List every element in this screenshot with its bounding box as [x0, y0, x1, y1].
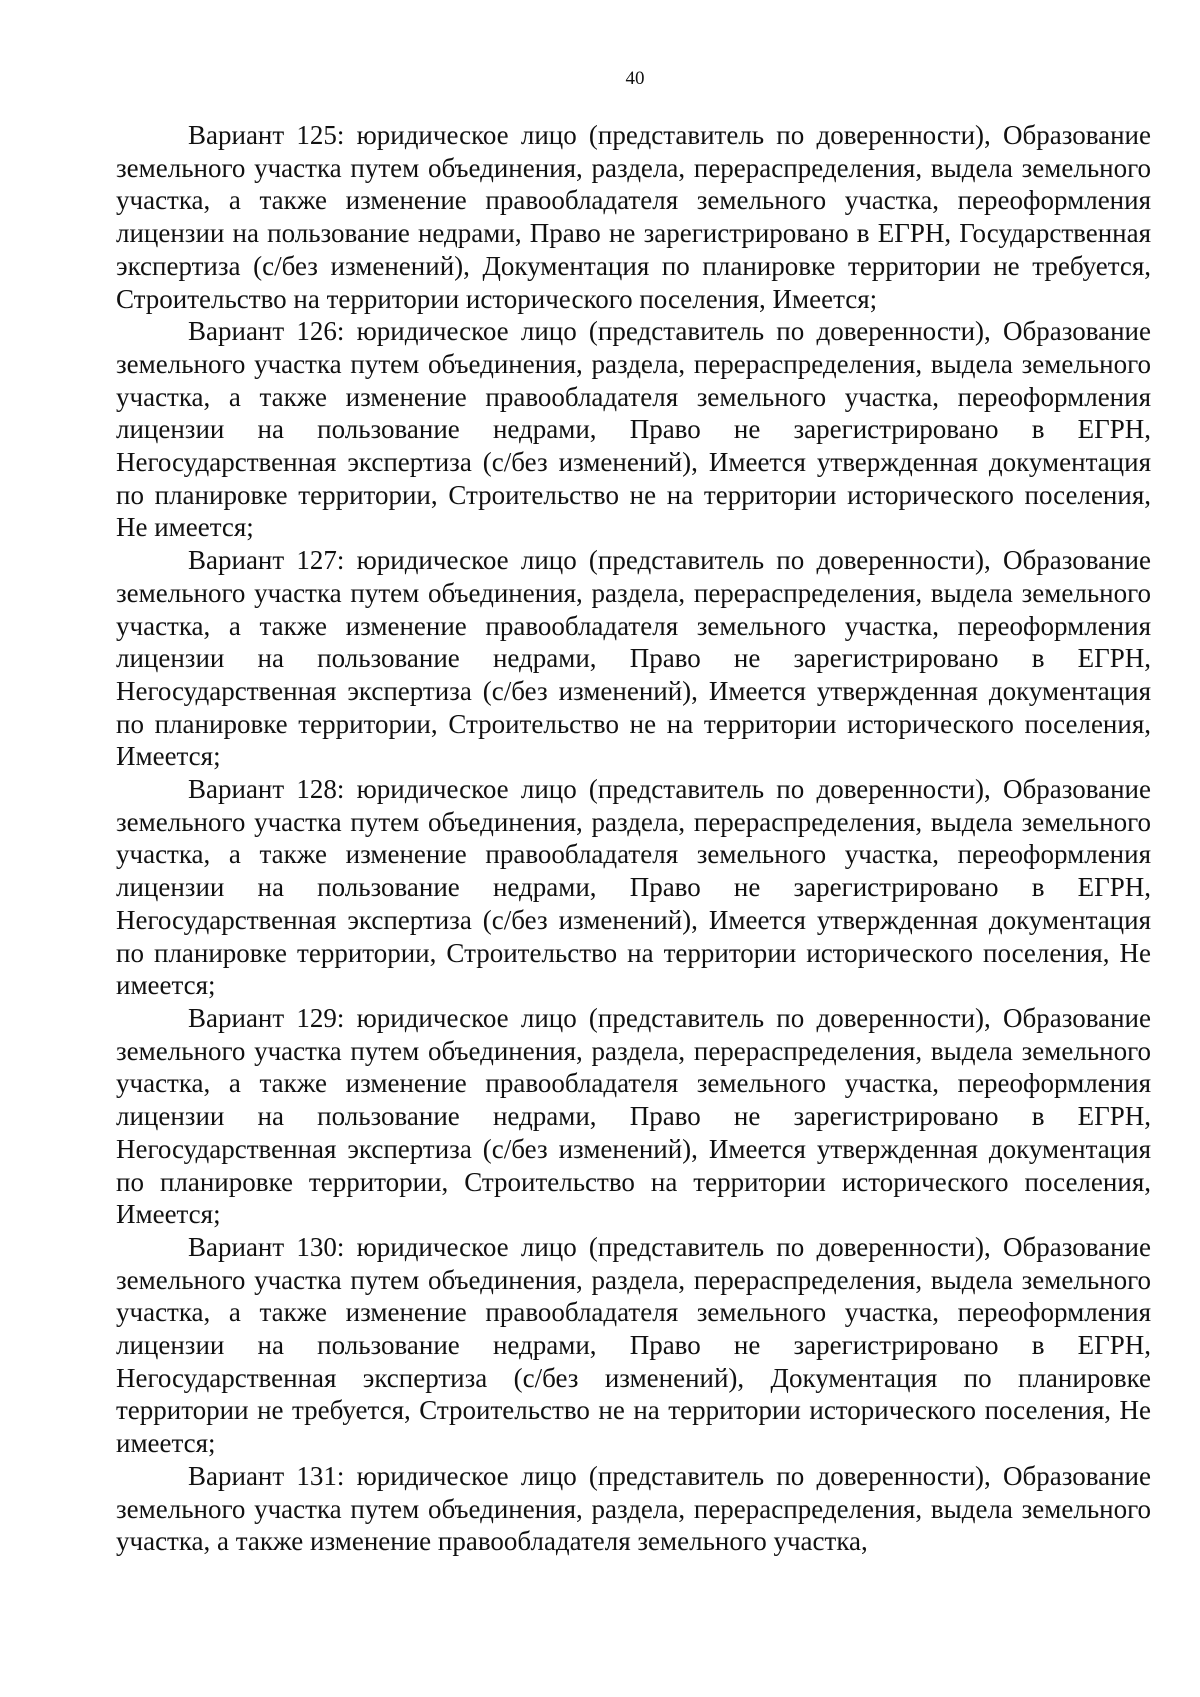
- document-body: [116, 119, 1151, 1558]
- paragraph-variant-126: Вариант 126: юридическое лицо (представитель по доверенности), Образование земельного участка путем объединения, раздела, перераспределения, выдела земельного участка, а также изменение правообладателя земельного участка, переоформления лицензии на пользование недрами, Право не зарегистрировано в ЕГРН, Негосударственная экспертиза (с/без изменений), Имеется утвержденная документация по планировке территории, Строительство не на территории исторического поселения, Не имеется;: [116, 316, 1151, 543]
- page-number: 40: [625, 68, 645, 89]
- paragraph-variant-131: Вариант 131: юридическое лицо (представитель по доверенности), Образование земельного участка путем объединения, раздела, перераспределения, выдела земельного участка, а также изменение правообладателя земельного участка,: [116, 1460, 1151, 1557]
- paragraph-variant-125: Вариант 125: юридическое лицо (представитель по доверенности), Образование земельного участка путем объединения, раздела, перераспределения, выдела земельного участка, а также изменение правообладателя земельного участка, переоформления лицензии на пользование недрами, Право не зарегистрировано в ЕГРН, Государственная экспертиза (с/без изменений), Документация по планировке территории не требуется, Строительство на территории исторического поселения, Имеется;: [116, 120, 1151, 314]
- paragraph-variant-129: Вариант 129: юридическое лицо (представитель по доверенности), Образование земельного участка путем объединения, раздела, перераспределения, выдела земельного участка, а также изменение правообладателя земельного участка, переоформления лицензии на пользование недрами, Право не зарегистрировано в ЕГРН, Негосударственная экспертиза (с/без изменений), Имеется утвержденная документация по планировке территории, Строительство на территории исторического поселения, Имеется;: [116, 1002, 1151, 1230]
- paragraph-variant-128: Вариант 128: юридическое лицо (представитель по доверенности), Образование земельного участка путем объединения, раздела, перераспределения, выдела земельного участка, а также изменение правообладателя земельного участка, переоформления лицензии на пользование недрами, Право не зарегистрировано в ЕГРН, Негосударственная экспертиза (с/без изменений), Имеется утвержденная документация по планировке территории, Строительство на территории исторического поселения, Не имеется;: [116, 774, 1151, 1001]
- paragraph-variant-127: Вариант 127: юридическое лицо (представитель по доверенности), Образование земельного участка путем объединения, раздела, перераспределения, выдела земельного участка, а также изменение правообладателя земельного участка, переоформления лицензии на пользование недрами, Право не зарегистрировано в ЕГРН, Негосударственная экспертиза (с/без изменений), Имеется утвержденная документация по планировке территории, Строительство не на территории исторического поселения, Имеется;: [116, 545, 1151, 772]
- paragraph-variant-130: Вариант 130: юридическое лицо (представитель по доверенности), Образование земельного участка путем объединения, раздела, перераспределения, выдела земельного участка, а также изменение правообладателя земельного участка, переоформления лицензии на пользование недрами, Право не зарегистрировано в ЕГРН, Негосударственная экспертиза (с/без изменений), Документация по планировке территории не требуется, Строительство не на территории исторического поселения, Не имеется;: [116, 1231, 1151, 1459]
